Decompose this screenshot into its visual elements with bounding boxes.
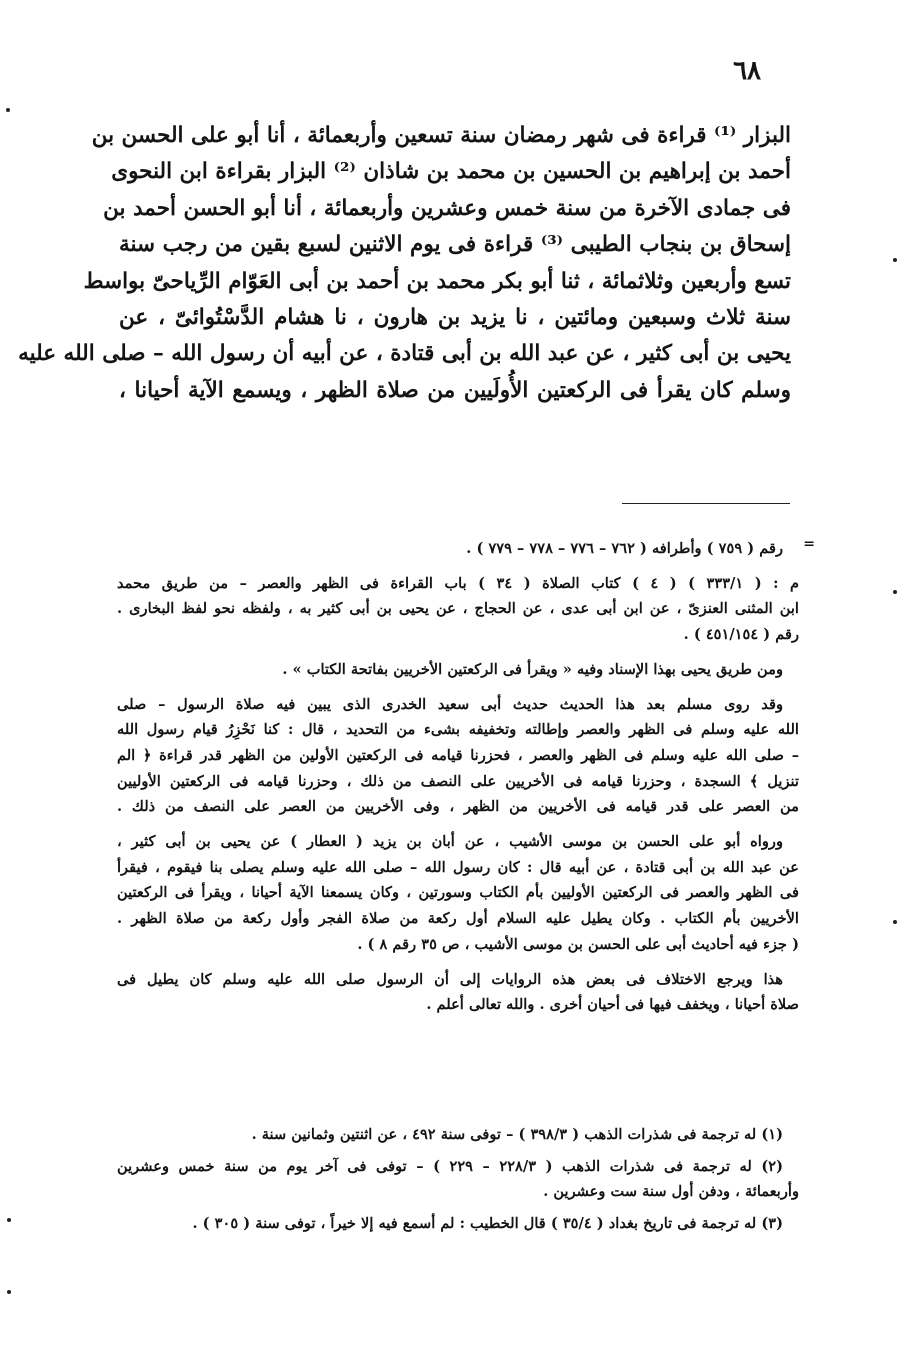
note-line: تنزيل ﴾ السجدة ، وحزرنا قيامه فى الأخريين على النصف من ذلك ، وحزرنا قيامه فى الركعتين الأوليين — [117, 772, 799, 790]
footnote-2 — [117, 1154, 799, 1205]
scan-speck — [7, 1218, 11, 1222]
note-line: رقم ( ٤٥١/١٥٤ ) . — [683, 626, 799, 644]
main-text-line: أحمد بن إبراهيم بن الحسين بن محمد بن شاذان ⁽²⁾ البزار بقراءة ابن النحوى — [111, 159, 791, 185]
note-line: الله عليه وسلم فى الظهر والعصر وإطالته وتخفيفه بشىء من التحديد ، قال : كنا نَحْزِرُ قيام رسول الله — [117, 721, 799, 739]
main-text-line: تسع وأربعين وثلاثمائة ، ثنا أبو بكر محمد بن أحمد بن أبى العَوّام الرِّياحىّ بواسط — [83, 268, 791, 294]
note-paragraph — [117, 967, 799, 1018]
note-line: وقد روى مسلم بعد هذا الحديث حديث أبى سعيد الخدرى الذى يبين فيه صلاة الرسول – صلى — [117, 695, 783, 713]
note-line: الأخريين بأم الكتاب . وكان يطيل عليه السلام أول ركعة من صلاة الفجر وأول ركعة من صلاة الظهر . — [117, 910, 799, 928]
note-line: عن عبد الله بن أبى قتادة ، عن أبيه قال : كان رسول الله – صلى الله عليه وسلم يصلى بنا فيقوم ، فيقرأ — [117, 858, 799, 876]
main-text-line: سنة ثلاث وسبعين ومائتين ، نا يزيد بن هارون ، نا هشام الدَّسْتُوائىّ ، عن — [119, 305, 791, 331]
note-line: – صلى الله عليه وسلم فى الظهر والعصر ، فحزرنا قيامه فى الركعتين الأولين من الظهر قدر قراءة ﴿ الم — [117, 746, 799, 764]
note-paragraph — [117, 536, 799, 562]
note-line: فى الظهر والعصر فى الركعتين الأوليين بأم الكتاب وسورتين ، وكان يسمعنا الآية أحيانا ، ويقرأ فى الركعتين — [117, 884, 799, 902]
note-line: م : ( ٣٣٣/١ ) ( ٤ ) كتاب الصلاة ( ٣٤ ) باب القراءة فى الظهر والعصر – من طريق محمد — [117, 574, 799, 592]
scan-speck — [6, 108, 10, 112]
main-text-line: وسلم كان يقرأ فى الركعتين الأُولَيين من صلاة الظهر ، ويسمع الآية أحيانا ، — [119, 377, 791, 403]
footnote-line: (٢) له ترجمة فى شذرات الذهب ( ٢٢٨/٣ – ٢٢٩ ) – توفى فى آخر يوم من سنة خمس وعشرين — [117, 1157, 783, 1175]
main-text — [18, 118, 791, 409]
footnote-separator — [622, 503, 790, 504]
editor-notes — [117, 536, 799, 1018]
note-line: صلاة أحيانا ، ويخفف فيها فى أحيان أخرى . والله تعالى أعلم . — [426, 996, 799, 1014]
footnote-line: وأربعمائة ، ودفن أول سنة ست وعشرين . — [543, 1183, 799, 1201]
scan-speck — [893, 258, 897, 262]
footnote-1 — [117, 1122, 799, 1148]
note-line: هذا ويرجع الاختلاف فى بعض هذه الروايات إلى أن الرسول صلى الله عليه وسلم كان يطيل فى — [117, 970, 783, 988]
note-paragraph — [117, 657, 799, 683]
main-text-line: إسحاق بن بنجاب الطيبى ⁽³⁾ قراءة فى يوم الاثنين لسبع بقين من رجب سنة — [119, 232, 791, 258]
main-text-line: البزار ⁽¹⁾ قراءة فى شهر رمضان سنة تسعين وأربعمائة ، أنا أبو على الحسن بن — [91, 123, 791, 148]
note-line: رقم ( ٧٥٩ ) وأطرافه ( ٧٦٢ – ٧٧٦ – ٧٧٨ – ٧٧٩ ) . — [466, 540, 783, 557]
note-line: ومن طريق يحيى بهذا الإسناد وفيه « ويقرأ فى الركعتين الأخريين بفاتحة الكتاب » . — [282, 660, 783, 678]
footnote-line: (٣) له ترجمة فى تاريخ بغداد ( ٣٥/٤ ) قال الخطيب : لم أسمع فيه إلا خيراً ، توفى سنة ( ٣٠٥ ) . — [192, 1215, 783, 1233]
footnote-3 — [117, 1211, 799, 1237]
page-number: ٦٨ — [733, 56, 761, 86]
scan-speck — [893, 920, 897, 924]
scan-speck — [893, 590, 897, 594]
note-line: ورواه أبو على الحسن بن موسى الأشيب ، عن أبان بن يزيد ( العطار ) عن يحيى بن أبى كثير ، — [117, 833, 783, 851]
note-line: من العصر على قدر قيامه فى الأخريين من الظهر ، وفى الأخريين من العصر على النصف من ذلك . — [117, 798, 799, 816]
note-line: ( جزء فيه أحاديث أبى على الحسن بن موسى الأشيب ، ص ٣٥ رقم ٨ ) . — [357, 935, 799, 953]
note-paragraph — [117, 692, 799, 821]
continuation-mark: = — [803, 536, 815, 552]
main-text-line: يحيى بن أبى كثير ، عن عبد الله بن أبى قتادة ، عن أبيه أن رسول الله – صلى الله عليه — [18, 341, 791, 367]
footnote-line: (١) له ترجمة فى شذرات الذهب ( ٣٩٨/٣ ) – توفى سنة ٤٩٢ ، عن اثنتين وثمانين سنة . — [251, 1126, 783, 1143]
main-text-line: فى جمادى الآخرة من سنة خمس وعشرين وأربعمائة ، أنا أبو الحسن أحمد بن — [103, 195, 791, 221]
note-line: ابن المثنى العنزىّ ، عن ابن أبى عدى ، عن الحجاج ، عن يحيى بن أبى كثير به ، ولفظه نحو لفظ البخارى . — [117, 600, 799, 618]
note-paragraph — [117, 829, 799, 958]
note-paragraph — [117, 571, 799, 648]
footnotes — [117, 1122, 799, 1237]
scan-speck — [7, 1290, 11, 1294]
